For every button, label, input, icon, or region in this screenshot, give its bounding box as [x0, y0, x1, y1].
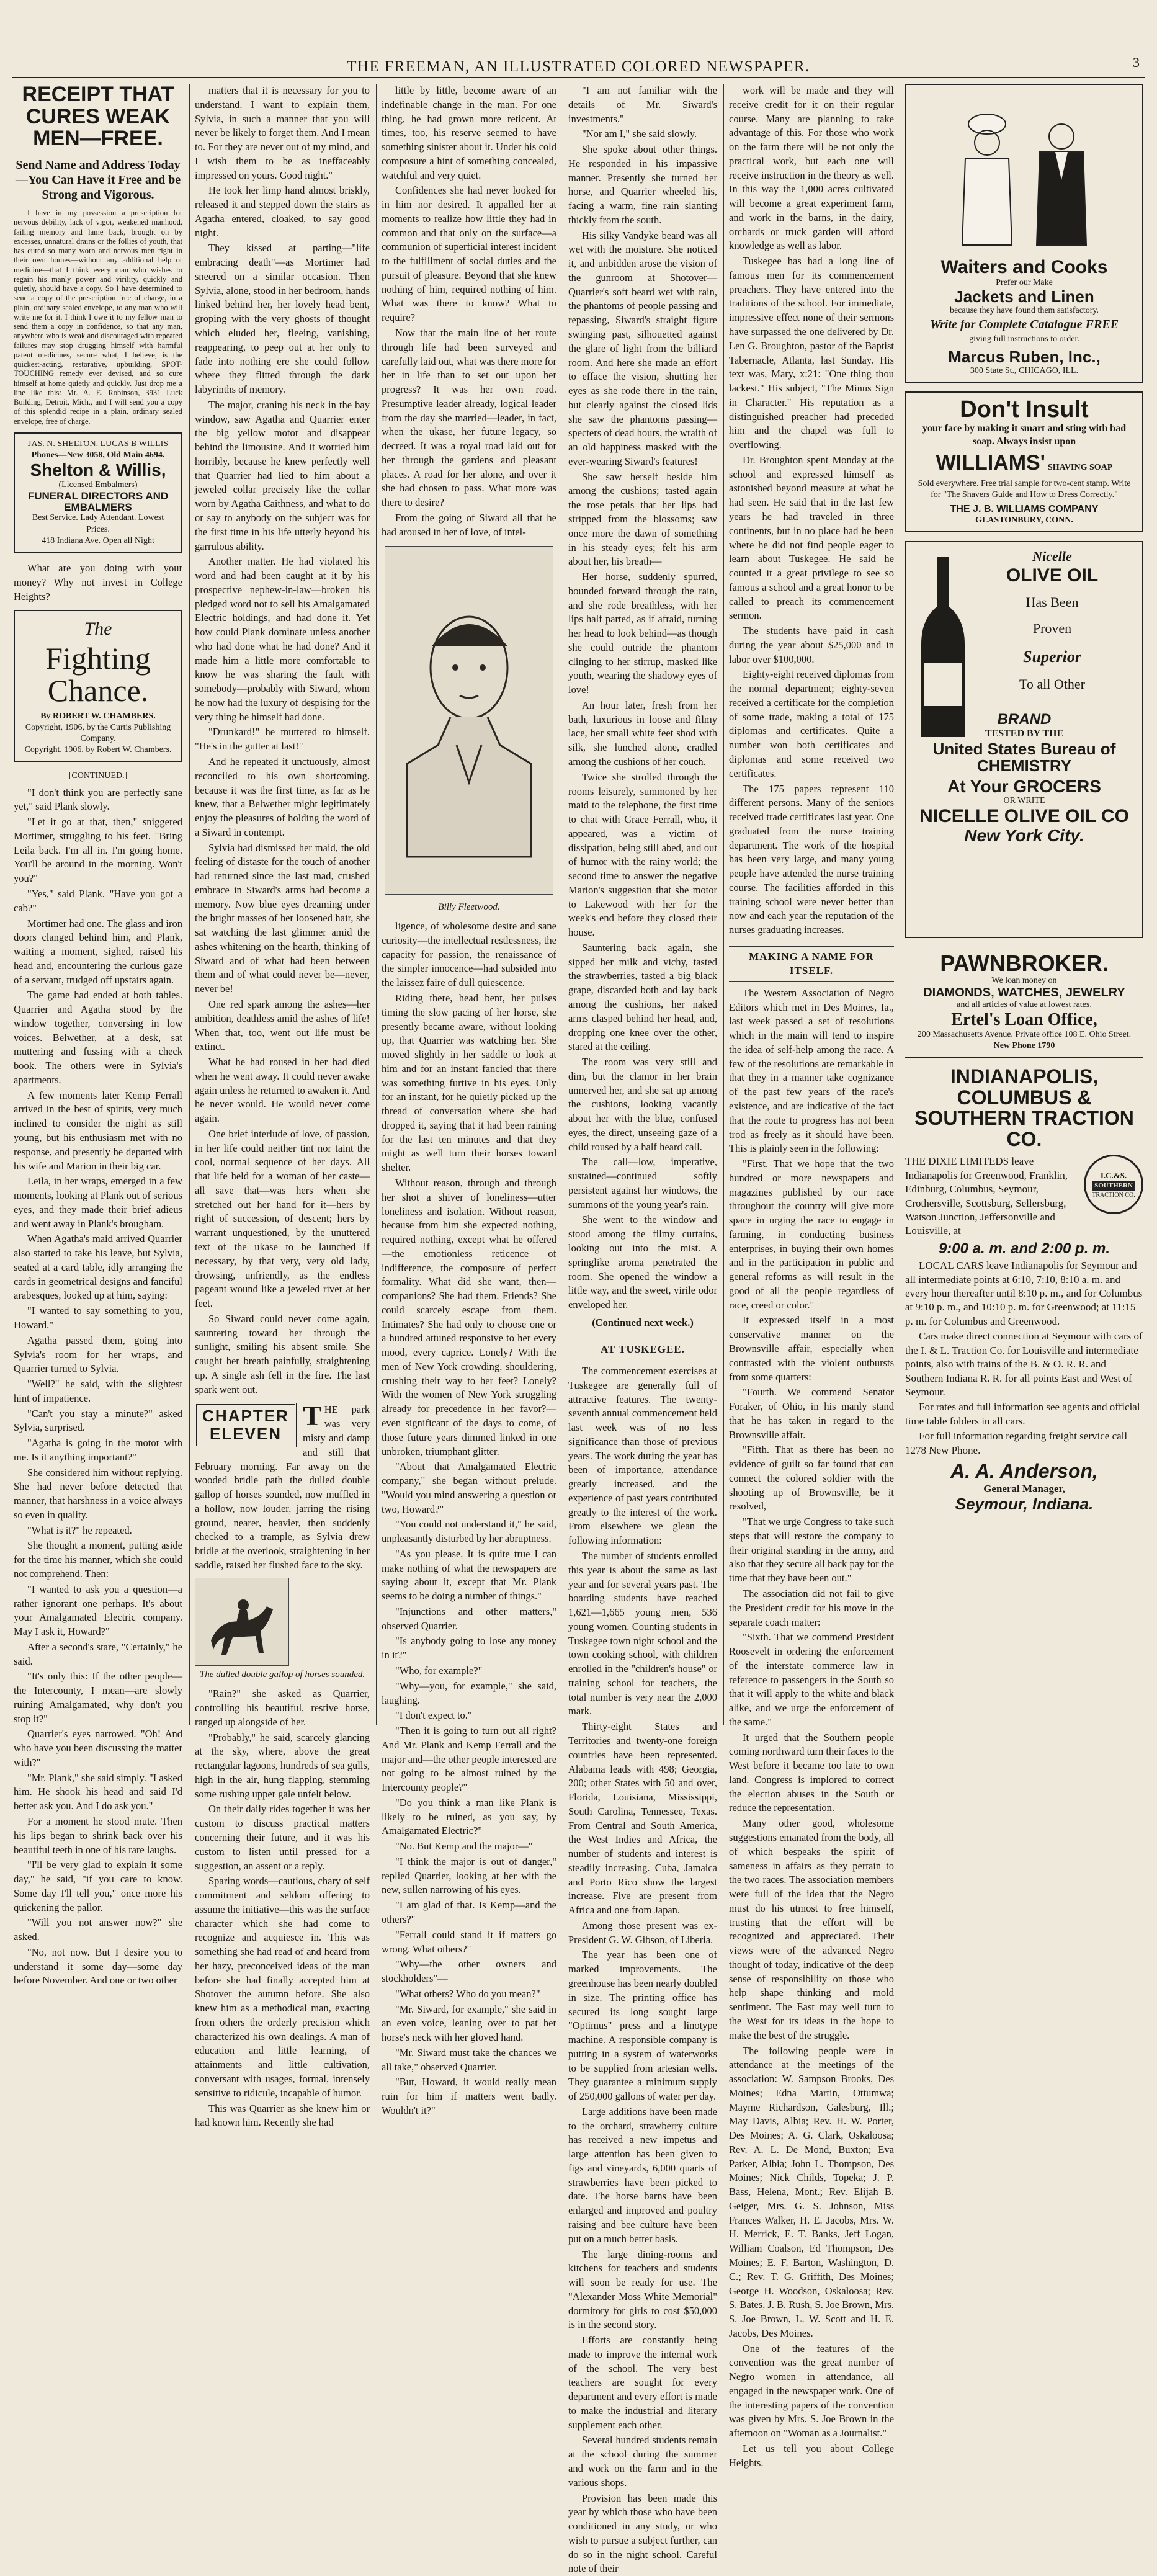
- article-paragraph: "Do you think a man like Plank is likely to be ruined, as you say, by Amalgamated Electric?": [382, 1796, 556, 1837]
- article-paragraph: Many other good, wholesome suggestions emanated from the body, all of which bespeaks the spirit of sameness in affairs as they pertain to the two races. The association members were full of the idea that the Negro must do his utmost to free himself, trusting that the effort will be recognized and appreciated. Their views were of the advanced Negro thought of today, indicative of the deep sense of responsibility on those who help shape thinking and mold sentiment. The East may well turn to the West for its ideas in the hope to make the best of the struggle.: [729, 1817, 894, 2041]
- article-paragraph: Without reason, through and through her shot a shiver of loneliness—utter loneliness and isolation. Without reason, because from him she expected nothing, required nothing, except what he offered—the emotionless reticence of indifference, the composure of perfect formality. What did she want, then—companions? She had them. Friends? She could scarcely escape from them. Intimates? She had only to choose one or a hundred attuned responsive to her every mood, every caprice. Lonely? With the men of New York crowding, shouldering, crushing their way to her feet? Lonely? With the women of New York struggling already for precedence in her favor?—even significant of the days to come, of those future years dimmed linked in one unbroken, triumphant glitter.: [382, 1176, 556, 1457]
- article-paragraph: "Rain?" she asked as Quarrier, controlling his beautiful, restive horse, ranged up alongside of her.: [195, 1688, 370, 1728]
- ad-ruben-line5: giving full instructions to order.: [969, 334, 1079, 344]
- ad-olive-brand: Nicelle: [1032, 548, 1072, 564]
- portrait-icon: [395, 559, 543, 882]
- ad-ruben-line1: Prefer our Make: [996, 277, 1053, 287]
- article-paragraph: "Can't you stay a minute?" asked Sylvia, surprised.: [14, 1407, 182, 1434]
- article-paragraph: "I am not familiar with the details of Mr. Siward's investments.": [568, 84, 717, 125]
- badge-top: I.C.&S.: [1100, 1170, 1127, 1180]
- ad-shelton-firm: Shelton & Willis,: [30, 460, 166, 480]
- article-paragraph: What he had roused in her had died when he went away. It could never awake again unless he returned to awaken it. And he never would. He would never come again.: [195, 1056, 370, 1125]
- serial-text: [195, 84, 370, 1397]
- portrait-illustration: [385, 546, 553, 895]
- ad-traction-city: Seymour, Indiana.: [955, 1495, 1094, 1514]
- article-paragraph: The call—low, imperative, sustained—continued softly persistent against her windows, the summons of the young year's rain.: [568, 1156, 717, 1210]
- ad-olive-product: OLIVE OIL: [1006, 565, 1099, 586]
- continued-next-week: (Continued next week.): [592, 1316, 694, 1328]
- article-paragraph: Sylvia had dismissed her maid, the old feeling of distaste for the touch of another had returned since the last mad, crushed embrace in Siward's arms had become a memory. Now blue eyes dreaming under the bright masses of her loosened hair, she sat watching the last glimmer amid the ashes whitening on the hearth, thinking of Siward and of what had been between them and of what could never be—never, never be!: [195, 841, 370, 995]
- article-paragraph: little by little, become aware of an indefinable change in the man. For one thing, he had grown more reticent. At times, too, his reserve seemed to have something sinister about it. Under his cold composure a hint of something concealed, watchful and very quiet.: [382, 84, 556, 181]
- article-paragraph: "Probably," he said, scarcely glancing at the sky, where, above the great rectangular lagoons, hundreds of sea gulls, high in the air, hung flapping, stemming some rushing upper gale unfelt below.: [195, 1731, 370, 1800]
- article-paragraph: On their daily rides together it was her custom to discuss practical matters concerning their future, and it was his custom to listen until pressed for a suggestion, an assent or a reply.: [195, 1803, 370, 1872]
- waiters-illustration: [913, 96, 1136, 251]
- ad-pawnbroker: [905, 947, 1143, 1058]
- ad-ruben-headline: Waiters and Cooks: [940, 257, 1108, 277]
- article-paragraph: Provision has been made this year by which those who have been conditioned in any study, or who wish to pursue a subject further, can do so in the night school. Careful note of their: [568, 2492, 717, 2575]
- figure-caption: The dulled double gallop of horses sounded.: [199, 1669, 365, 1679]
- article-paragraph: She considered him without replying. She had never before detected that manner, that harshness in a voice always so even in quality.: [14, 1466, 182, 1521]
- badge-bot: TRACTION CO.: [1092, 1191, 1135, 1199]
- article-paragraph: "First. That we hope that the two hundred or more newspapers and magazines published by our race throughout the country will give more space in urging the race to engage in farming, in conducting business enterprises, in buying their own homes and in the participation in public and general reforms as will result in the good of all the people regardless of race, creed or color.": [729, 1158, 894, 1311]
- article-paragraph: Efforts are constantly being made to improve the internal work of the school. The very best teachers are sought for every department and every effort is made to make the industrial and literary supplement each other.: [568, 2334, 717, 2431]
- article-paragraph: "I don't expect to.": [395, 1709, 472, 1722]
- ad-traction-title: General Manager,: [983, 1482, 1065, 1495]
- ad-olive-l8: At Your GROCERS: [947, 776, 1101, 796]
- article-paragraph: They kissed at parting—"life embracing death"—as Mortimer had sneered on a similar occasion. Then Sylvia, alone, stood in her bedroom, hands linked behind her, her lovely head bent, groping with the very ghosts of thought which eluded her, fleeing, vanishing, reappearing, to peep out at her only to fade into nothing ere she could follow where they flitted through the dark labyrinths of memory.: [195, 242, 370, 396]
- column-2: [195, 84, 370, 2129]
- article-paragraph: She saw herself beside him among the cushions; tasted again the rose petals that her lips had stripped from the blossoms; saw once more the dawn of something in his steady eyes; felt his arm about her, his breath—: [568, 470, 717, 568]
- article-paragraph: "You could not understand it," he said, unpleasantly disturbed by her abruptness.: [382, 1518, 556, 1545]
- ad-williams-firm: THE J. B. WILLIAMS COMPANY: [950, 503, 1099, 514]
- article-paragraph: work will be made and they will receive credit for it on their regular course. Many are planning to take advantage of this. For those who work on the farm there will be not only the practical work, but each one will receive instruction in the theory as well. In this way the 1,000 acres cultivated will become a great experiment farm, and work in the barns, in the dairy, orchards or truck garden will afford knowledge as well as labor.: [729, 84, 894, 252]
- article-paragraph: It urged that the Southern people coming northward turn their faces to the West before it became too late to own land. Congress is implored to correct the election abuses in the South or reduce the representation.: [729, 1731, 894, 1814]
- ad-olive-l3: Superior: [1023, 647, 1081, 666]
- article-paragraph: Large additions have been made to the orchard, strawberry culture has received a new impetus and large attention has been given to figs and vineyards, 6,000 quarts of strawberries have been picked to date. The horse barns have been enlarged and improved and poultry raising and bee culture have been put on a much better basis.: [568, 2105, 717, 2245]
- article-paragraph: "Let it go at that, then," sniggered Mortimer, struggling to his feet. "Bring Leila back. I'm all in. I'm going home. You'll be around in the morning. Won't you?": [14, 816, 182, 885]
- ad-olive-l7: United States Bureau of CHEMISTRY: [932, 740, 1116, 776]
- masthead: [12, 43, 1145, 78]
- horse-riders-illustration: [195, 1578, 289, 1666]
- ad-shelton-willis: [14, 432, 182, 553]
- ad-shelton-licensed: (Licensed Embalmers): [58, 480, 138, 490]
- ad-pawn-headline: PAWNBROKER.: [940, 950, 1109, 976]
- article-paragraph: Riding there, head bent, her pulses timing the slow pacing of her horse, she presently became aware, without looking up, that Quarrier was watching her. She moved slightly in her saddle to look at him and for an instant fancied that there was something furtive in his eyes. Only for an instant, for he quietly picked up the thread of conversation where she had dropped it, saying that it had been raining for the last ten minutes and that they might as well turn their horses toward shelter.: [382, 992, 556, 1174]
- article-paragraph: "Fourth. We commend Senator Foraker, of Ohio, in his manly stand that he has taken in regard to the Brownsville affair.: [729, 1386, 894, 1441]
- article-paragraph: She spoke about other things. He responded in his impassive manner. Presently she turned her horse, and Quarrier wheeled his, facing a warm, fine rain slanting thickly from the south.: [568, 143, 717, 226]
- article-paragraph: "I wanted to say something to you, Howard.": [14, 1305, 182, 1331]
- portrait-caption: Billy Fleetwood.: [438, 901, 500, 912]
- traction-logo-badge: [1084, 1155, 1143, 1214]
- article-paragraph: One of the features of the convention was the great number of Negro women in attendance, all engaged in the newspaper work. One of the interesting papers of the convention was given by Mrs. S. Joe Brown in the afternoon on "Woman as a Journalist.": [729, 2342, 894, 2440]
- ad-nicelle-olive-oil: [905, 541, 1143, 938]
- article-paragraph: "About that Amalgamated Electric company," she began without prelude. "Would you mind answering a question or two, Howard?": [382, 1460, 556, 1515]
- article-paragraph: The Western Association of Negro Editors which met in Des Moines, Ia., last week passed a set of resolutions which in the main will tend to inspire the idea of self-help among the race. A few of the resolutions are remarkable in that they in a manner take cognizance of the past few years of the race's existence, and are indicative of the fact that the route to progress has not been trod as freely as it should have been. This is plainly seen in the following:: [729, 986, 894, 1155]
- article-paragraph: "I am glad of that. Is Kemp—and the others?": [382, 1899, 556, 1926]
- article-paragraph: "Agatha is going in the motor with me. Is it anything important?": [14, 1437, 182, 1463]
- editors-article: [729, 986, 894, 2471]
- article-paragraph: So Siward could never come again, sauntering toward her through the sunlight, smiling his absent smile. She caught her breath painfully, straightening up. A single ash fell in the fire. The last spark went out.: [195, 1312, 370, 1395]
- ad-traction-p3: Cars make direct connection at Seymour with cars of the I. & L. Traction Co. for Louisville and intermediate points, also with trains of the B. & O. R. R. and Southern Indiana R. R. for all points East and West of Seymour.: [905, 1330, 1143, 1398]
- ad-olive-l2: Proven: [1032, 620, 1072, 637]
- article-paragraph: The year has been one of marked improvements. The greenhouse has been nearly doubled in size. The printing office has secured its long sought large "Optimus" press and a linotype machine. A responsible company is putting in a system of waterworks to be supplied from artesian wells. They guarantee a minimum supply of 250,000 gallons of water per day.: [568, 1949, 717, 2103]
- article-paragraph: His silky Vandyke beard was all wet with the moisture. She noticed it, and unbidden arose the vision of the gunroom at Shotover—Quarrier's soft beard wet with rain, the phantoms of people passing and repassing, Siward's straight figure swinging past, silhouetted against the glare of light from the billiard room. And here she made an effort to efface the vision, shutting her eyes as she rode there in the rain, but clearly against the closed lids she saw the phantoms passing—specters of dead hours, the wraith of an old happiness masked with the ever-wearing Siward's features!: [568, 229, 717, 467]
- article-paragraph: It expressed itself in a most conservative manner on the Brownsville affair, especially when contrasted with the violent outbursts from some quarters:: [729, 1314, 894, 1383]
- article-paragraph: Now that the main line of her route through life had been surveyed and carefully laid out, what was there more for her in life than to set out upon her progress? It was her own road. Presumptive leader already, logical leader from the day she married—leader, in fact, when the ukase, her future legacy, so decreed. It was a royal road laid out for her through the gardens and pleasant places. A road for her alone, and over it she had chosen to pass. What more was there to desire?: [382, 327, 556, 509]
- article-paragraph: "It's only this: If the other people—the Intercounty, I mean—are slowly ruining Amalgamated, why don't you stop it?": [14, 1670, 182, 1725]
- ad-traction-p5: For full information regarding freight service call 1278 New Phone.: [905, 1430, 1128, 1456]
- ad-traction-p2: LOCAL CARS leave Indianapolis for Seymour and all intermediate points at 6:10, 7:10, 8:10 a. m. and every hour thereafter until 8:10 p. m., and for Columbus at 9:10 p. m., and 10:10 p. m. for Greenwood; at 11:15 p. m. for Columbus and Greenwood.: [905, 1259, 1143, 1327]
- drop-cap: T: [303, 1400, 322, 1432]
- column-3: [382, 84, 556, 2116]
- ad-receipt-headline: RECEIPT THAT CURES WEAK MEN—FREE.: [22, 83, 174, 151]
- article-paragraph: "I don't think you are perfectly sane yet," said Plank slowly.: [14, 786, 182, 813]
- badge-mid: SOUTHERN: [1092, 1181, 1135, 1191]
- article-paragraph: This was Quarrier as she knew him or had known him. Recently she had: [195, 2102, 370, 2129]
- article-paragraph: One brief interlude of love, of passion, in her life could neither tint nor taint the cool, normal sequence of her days. All that life held for a woman of her caste—all save that—was hers when she stretched out her hand for it—hers by right of succession, of descent; hers by warrant unquestioned, by the unuttered text of the ukase to be launched if necessary, by that very, very old lady, drowsing, unfriendly, as the endless pageant wound like a jeweled river at her feet.: [195, 1127, 370, 1310]
- article-paragraph: "I'll be very glad to explain it some day," he said, "if you care to know. Some day I'll tell you," once more his quickening the pallor.: [14, 1859, 182, 1913]
- article-paragraph: "What others? Who do you mean?": [395, 1987, 540, 2000]
- article-paragraph: "Well?" he said, with the slightest hint of impatience.: [14, 1378, 182, 1404]
- ad-williams-line2: Sold everywhere. Free trial sample for two-cent stamp. Write for "The Shavers Guide and How to Dress Correctly.": [918, 478, 1131, 499]
- article-paragraph: "No. But Kemp and the major—": [395, 1840, 533, 1853]
- continued-label: [CONTINUED.]: [68, 771, 128, 781]
- making-a-name-heading: MAKING A NAME FOR ITSELF.: [729, 946, 894, 982]
- ad-traction-co: [905, 1067, 1143, 1513]
- column-rule: [723, 84, 724, 1725]
- article-paragraph: "As you please. It is quite true I can make nothing of what the newspapers are saying about it, except that Mr. Plank seems to be doing a number of things.": [382, 1547, 556, 1603]
- article-paragraph: "Nor am I," she said slowly.: [582, 128, 697, 140]
- article-paragraph: The major, craning his neck in the bay window, saw Agatha and Quarrier enter the big yellow motor and disappear behind the limousine. And it worried him horribly, because he knew perfectly well that Quarrier had lied to him about a jeweled collar precisely like the collar worn by Agatha Caithness, and what to do or say to anybody on the subject was for the first time in his life utterly beyond his garrulous ability.: [195, 398, 370, 552]
- serial-text-continued: [195, 1687, 370, 2130]
- article-paragraph: Mortimer had one. The glass and iron doors clanged behind him, and Plank, waiting a moment, sighed, raised his head and, encountering the curious gaze of a servant, trudged off upstairs again.: [14, 917, 182, 986]
- ad-olive-firm: NICELLE OLIVE OIL CO: [919, 806, 1129, 827]
- article-paragraph: He took her limp hand almost briskly, released it and stepped down the stairs as Agatha entered, cloaked, to say good night.: [195, 184, 370, 239]
- article-paragraph: The commencement exercises at Tuskegee are generally full of attractive features. The twenty-seventh annual commencement held last week was of no less significance than those of previous years. The work during the year has been of importance, attendance greatly increased, and the experience of past years contributed greatly to the interest of the work. From elsewhere we glean the following information:: [568, 1365, 717, 1547]
- article-paragraph: "No, not now. But I desire you to understand it some day—some day before November. And one or two other: [14, 1946, 182, 1987]
- ad-olive-l9: OR WRITE: [1003, 796, 1045, 806]
- ad-ruben-line4: Write for Complete Catalogue FREE: [929, 318, 1119, 332]
- article-paragraph: "Why—you, for example," she said, laughing.: [382, 1679, 556, 1706]
- article-paragraph: Agatha passed them, going into Sylvia's room for her wraps, and Quarrier turned to Sylvia.: [14, 1334, 182, 1375]
- article-paragraph: The 175 papers represent 110 different persons. Many of the seniors received trade certificates last year. One graduated from the nurse training department. The work of the hospital has been very large, and many young people have attended the nurse training course. The facilities afforded in this training school were never better than now and each year the reputation of the nurses graduating increases.: [729, 782, 894, 936]
- ad-pawn-address: 200 Massachusetts Avenue. Private office 108 E. Ohio Street.: [917, 1029, 1132, 1039]
- ad-williams-soap: [905, 391, 1143, 532]
- article-paragraph: The game had ended at both tables. Quarrier and Agatha stood by the window together, conversing in low voices. Belwether, at a desk, sat muttering and fussing with a check book. The others were in Sylvia's apartments.: [14, 989, 182, 1086]
- tuskegee-article: [568, 1364, 717, 2576]
- article-paragraph: When Agatha's maid arrived Quarrier also started to take his leave, but Sylvia, seated at a card table, idly arranging the cards in geometrical designs and fanciful arabesques, looked up at him, saying:: [14, 1233, 182, 1302]
- article-paragraph: Twice she strolled through the rooms leisurely, summoned by her maid to the telephone, the first time to chat with Grace Ferrall, who, it appeared, was a victim of dissipation, being still abed, and out of humor with the rainy world; the second time to answer the negative Marion's suggestion that she motor to Lakewood with her for the week's end before they closed their house.: [568, 771, 717, 939]
- ad-pawn-l3: and all articles of value at lowest rates.: [957, 1000, 1092, 1009]
- ad-traction-manager: A. A. Anderson,: [950, 1460, 1098, 1483]
- serial-text-continued: [382, 919, 556, 2118]
- ad-marcus-ruben: [905, 84, 1143, 383]
- article-paragraph: "Drunkard!" he muttered to himself. "He's in the gutter at last!": [195, 726, 370, 753]
- article-paragraph: The association did not fail to give the President credit for his move in the separate coach matter:: [729, 1588, 894, 1628]
- newspaper-title: THE FREEMAN, AN ILLUSTRATED COLORED NEWSPAPER.: [347, 58, 810, 75]
- article-paragraph: "That we urge Congress to take such steps that will restore the company to their original standing in the army, and also that they secure all back pay for the time that they have been out.": [729, 1516, 894, 1585]
- ad-shelton-phones: Phones—New 3058, Old Main 4694.: [31, 450, 165, 460]
- article-paragraph: matters that it is necessary for you to understand. I want to explain them, Sylvia, in such a manner that you will never be likely to forget them. And I mean to. For they are never out of my mind, and I wish them to be as ineffaceably impressed on yours. Good night.": [195, 84, 370, 181]
- serial-copyright-1: Copyright, 1906, by the Curtis Publishing Company.: [25, 722, 171, 744]
- ad-pawn-l1: We loan money on: [991, 975, 1057, 985]
- article-paragraph: ligence, of wholesome desire and sane curiosity—the intellectual restlessness, the capacity for passion, the renaissance of the simpler innocence—had subsided into the laissez faire of dull quiescence.: [382, 920, 556, 989]
- olive-oil-bottle-icon: [915, 557, 971, 743]
- article-paragraph: The following people were in attendance at the meetings of the association: W. Sampson Brooks, Des Moines; Edna Martin, Ottumwa; Mayme Richardson, Galesburg, Ill.; May Davis, Albia; Rev. H. W. Porter, Des Moines; A. G. Clark, Oskaloosa; Rev. A. L. De Mond, Buxton; Eva Parker, Albia; John L. Thompson, Des Moines; Nick Childs, Topeka; J. P. Bass, Helena, Mont.; Rev. Elijah B. Geiger, Mrs. G. S. Johnson, Miss Frances Walker, H. E. Jacobs, Mrs. W. H. Merrick, E. T. Banks, Jeff Logan, William Coalson, Ed Thompson, Des Moines; E. F. Barton, Washington, D. C.; Rev. T. G. Griffith, Des Moines; George H. Woodson, Oskaloosa; Rev. S. Bates, J. B. Rush, S. Joe Brown, Mrs. S. Joe Brown, L. W. Scott and H. E. Jacobs, Des Moines.: [729, 2044, 894, 2339]
- serial-title: Fighting Chance.: [45, 640, 151, 709]
- article-paragraph: An hour later, fresh from her bath, luxurious in loose and filmy lace, her small white feet shod with silk, she lunched alone, cradled among the cushions of her couch.: [568, 699, 717, 767]
- article-paragraph: "Who, for example?": [395, 1665, 483, 1676]
- ad-ruben-firm: Marcus Ruben, Inc.,: [948, 347, 1101, 366]
- article-paragraph: And he repeated it unctuously, almost reconciled to his own shortcoming, because it was the first time, as far as he knew, that a Belwether might legitimately enjoy the pleasures of holding the word of a Siward in contempt.: [195, 755, 370, 838]
- page-number: 3: [1133, 55, 1140, 70]
- article-paragraph: Several hundred students remain at the school during the summer and work on the farm and in the various shops.: [568, 2434, 717, 2489]
- ad-receipt-body: I have in my possession a prescription for nervous debility, lack of vigor, weakened manhood, failing memory and lame back, brought on by excesses, unnatural drains or the follies of youth, that has cured so many worn and nervous men right in their own homes—without any additional help or medicine—that I think every man who wishes to regain his manly power and virility, quickly and quietly, should have a copy. So I have determined to send a copy of the prescription free of charge, in a plain, ordinary sealed envelope, to any man who will write me for it. I think I owe it to my fellow man to send them a copy in confidence, so that any man, anywhere who is weak and discouraged with repeated failures may stop drugging himself with harmful patent medicines, secure what, I believe, is the quickest-acting, restorative, upbuilding, SPOT-TOUCHING remedy ever devised, and so cure himself at home quietly and quickly. Just drop me a line like this: Mr. A. E. Robinson, 3931 Luck Building, Detroit, Mich., and I will send you a copy of this splendid recipe in a plain, ordinary sealed envelope, free of charge.: [14, 208, 182, 426]
- ad-ruben-address: 300 State St., CHICAGO, ILL.: [970, 366, 1079, 376]
- column-1: [14, 83, 182, 1987]
- chapter-opening: HE park was very misty and damp and still that February morning. Far away on the wooded bridle path the dulled double gallop of horses sounded, now muffled in a hollow, now louder, jarring the rising ground, nearer, heavier, then suddenly checked to a trample, as Sylvia drew bridle at the overlook, straightening in her saddle, raised her flushed face to the sky.: [195, 1403, 370, 1571]
- ad-shelton-names: JAS. N. SHELTON. LUCAS B WILLIS: [27, 439, 169, 449]
- article-paragraph: After a second's stare, "Certainly," he said.: [14, 1640, 182, 1667]
- article-paragraph: "Yes," said Plank. "Have you got a cab?": [14, 888, 182, 914]
- ad-traction-headline: INDIANAPOLIS, COLUMBUS & SOUTHERN TRACTION CO.: [914, 1065, 1134, 1150]
- serial-title-small: The: [84, 619, 112, 640]
- article-paragraph: She went to the window and stood among the filmy curtains, looking out into the mist. A springlike aroma penetrated the room. She opened the window a little way, and the sweet, virile odor enveloped her.: [568, 1214, 717, 1311]
- ad-receipt-subhead: Send Name and Address Today—You Can Have it Free and be Strong and Vigorous.: [15, 158, 181, 202]
- ad-shelton-line1: FUNERAL DIRECTORS AND EMBALMERS: [27, 490, 169, 513]
- article-paragraph: "But, Howard, it would really mean ruin for him if matters went badly. Wouldn't it?": [382, 2076, 556, 2116]
- article-paragraph: Dr. Broughton spent Monday at the school and expressed himself as astonished beyond measure at what he had seen. He said that in the last few years he had traveled in three continents, but in no place had he been where he did not find people eager to learn about Tuskegee. He said he counted it a great privilege to see so famous a school and a great honor to be called to preach its commencement sermon.: [729, 454, 894, 622]
- article-paragraph: The students have paid in cash during the year about $25,000 and in labor over $100,000.: [729, 625, 894, 665]
- article-paragraph: Her horse, suddenly spurred, bounded forward through the rain, and she rode breathless, with her lips half parted, as if afraid, turning her head to look behind—as though she could outride the phantom clinging to her stirrup, masked like youth, wearing the shadowy eyes of love!: [568, 571, 717, 696]
- tuskegee-heading: AT TUSKEGEE.: [568, 1339, 717, 1359]
- article-paragraph: From the going of Siward all that he had aroused in her of love, of intel-: [382, 511, 556, 538]
- serial-text: [14, 786, 182, 1988]
- article-paragraph: A few moments later Kemp Ferrall arrived in the best of spirits, very much inclined to consider the night as still young, but his enthusiasm met with no response, and presently he departed with his wife and Marion in their big car.: [14, 1089, 182, 1172]
- article-paragraph: "Is anybody going to lose any money in it?": [382, 1635, 556, 1661]
- serial-title-box: [14, 610, 182, 762]
- ad-pawn-firm: Ertel's Loan Office,: [951, 1010, 1097, 1030]
- article-paragraph: Tuskegee has had a long line of famous men for its commencement preachers. They have entered into the traditions of the school. For immediate, impressive effect none of their sermons have surpassed the one delivered by Dr. Len G. Broughton, pastor of the Baptist Tabernacle, Atlanta, last Sunday. His text was, Mary, x:21: "One thing thou lackest." His subject, "The Minus Sign in Character." His reputation as a distinguished preacher had preceded him and the chapel was full to overflowing.: [729, 255, 894, 451]
- column-6: [905, 84, 1143, 1725]
- article-paragraph: The number of students enrolled this year is about the same as last year and for several years past. The boarding students have reached 1,621—1,665 young men, 536 young women. Counting students in Tuskegee town night school and the town cooking school, with children enrolled in the "children's house" or training school for teachers, the total number is very near the 2,000 mark.: [568, 1550, 717, 1717]
- article-paragraph: "I think the major is out of danger," replied Quarrier, looking at her with the new, sullen narrowing of his eyes.: [382, 1855, 556, 1896]
- article-paragraph: "What is it?" he repeated.: [27, 1524, 132, 1536]
- article-paragraph: Quarrier's eyes narrowed. "Oh! And who have you been discussing the matter with?": [14, 1728, 182, 1768]
- serial-copyright-2: Copyright, 1906, by Robert W. Chambers.: [24, 745, 172, 755]
- column-4: [568, 84, 717, 2575]
- ad-olive-city: New York City.: [964, 825, 1084, 845]
- ad-traction-p4: For rates and full information see agents and official time table folders in all cars.: [905, 1401, 1140, 1427]
- article-paragraph: "Will you not answer now?" she asked.: [14, 1916, 182, 1943]
- ad-olive-l1: Has Been: [1025, 594, 1079, 610]
- ad-shelton-line3: 418 Indiana Ave. Open all Night: [42, 535, 154, 545]
- ad-receipt: [14, 84, 182, 426]
- ad-williams-headline: Don't Insult: [960, 396, 1089, 423]
- tuskegee-article-continued: [729, 84, 894, 937]
- ad-williams-tag: SHAVING SOAP: [1047, 462, 1113, 472]
- article-paragraph: "I wanted to ask you a question—a rather ignorant one perhaps. It's about your Amalgamated Electric company. May I ask it, Howard?": [14, 1583, 182, 1638]
- article-paragraph: Another matter. He had violated his word and had been caught at it by his prospective nephew-in-law—broken his pledged word not to sell his Amalgamated Electric holdings, and had done it. Yet how could Plank dominate unless another who had done what he had done? And it made him a little more comfortable to know he was sharing the fault with somebody—probably with Siward, whom he now had the luxury of despising for the very thing he himself had done.: [195, 555, 370, 723]
- article-paragraph: "Ferrall could stand it if matters go wrong. What others?": [382, 1928, 556, 1955]
- article-paragraph: The room was very still and dim, but the clamor in her brain unnerved her, and she sat up among the cushions, looking vacantly about her with the blue, confused eyes, the direct, unseeing gaze of a child roused by a half heard call.: [568, 1056, 717, 1153]
- article-paragraph: "Mr. Siward must take the chances we all take," observed Quarrier.: [382, 2046, 556, 2073]
- ad-williams-brand: WILLIAMS': [936, 450, 1045, 475]
- ad-williams-city: GLASTONBURY, CONN.: [975, 515, 1073, 525]
- ad-pawn-l2: DIAMONDS, WATCHES, JEWELRY: [923, 985, 1125, 1000]
- article-paragraph: "Then it is going to turn out all right? And Mr. Plank and Kemp Ferrall and the major and—the other people interested are not going to be almost ruined by the Intercounty people?": [382, 1725, 556, 1794]
- ad-ruben-line3: because they have found them satisfactory.: [949, 305, 1099, 315]
- ad-traction-p1: THE DIXIE LIMITEDS leave Indianapolis for Greenwood, Franklin, Edinburg, Columbus, Seymour, Crothersville, Scottsburg, Sellersburg, Watson Junction, Jeffersonville and Louisville, at: [905, 1155, 1068, 1237]
- article-paragraph: Confidences she had never looked for in him nor desired. It appalled her at moments to realize how little they had in common and that only on the surface—a communion of superficial interest incident to the fulfillment of social duties and the pursuit of pleasure. Beyond that she knew nothing of him, required nothing of him. What was there to know? What to require?: [382, 184, 556, 324]
- article-paragraph: "Injunctions and other matters," observed Quarrier.: [382, 1605, 556, 1632]
- ad-pawn-phone: New Phone 1790: [993, 1040, 1055, 1050]
- article-paragraph: Sparing words—cautious, chary of self commitment and seldom offering to assume the initiative—this was the surface character which she had come to recognize and acquiesce in. This was something she had read of and heard from her hazy, preconceived ideas of the man before she had finally accepted him at Shotover the autumn before. She also knew him as a methodical man, exacting from others the orderly precision which characterized his own dealings. A man of education and little learning, of attainments and little cultivation, conversant with usages, formal, intensely sensitive to ridicule, incapable of humor.: [195, 1875, 370, 2099]
- article-paragraph: For a moment he stood mute. Then his lips began to shrink back over his beautiful teeth in one of his rare laughs.: [14, 1815, 182, 1856]
- ad-ruben-line2: Jackets and Linen: [954, 287, 1094, 306]
- article-paragraph: One red spark among the ashes—her ambition, deathless amid the ashes of life! When that, too, went out life must be extinct.: [195, 998, 370, 1053]
- article-paragraph: Eighty-eight received diplomas from the normal department; eighty-seven received a certificate for the completion of some trade, making a total of 175 diplomas and certificates. Quite a number won both certificates and diplomas and some received two certificates.: [729, 668, 894, 779]
- ad-olive-l6: TESTED BY THE: [985, 728, 1064, 739]
- ad-traction-times: 9:00 a. m. and 2:00 p. m.: [938, 1240, 1110, 1257]
- chapter-heading: CHAPTER ELEVEN: [195, 1403, 297, 1447]
- serial-author: By ROBERT W. CHAMBERS.: [40, 711, 156, 721]
- article-paragraph: The large dining-rooms and kitchens for teachers and students will soon be ready for use. The "Alexander Moss White Memorial" dormitory for girls to cost $50,000 is in the second story.: [568, 2248, 717, 2331]
- ad-olive-l4: To all Other: [1019, 676, 1085, 692]
- article-paragraph: "Mr. Plank," she said simply. "I asked him. He shook his head and said I'd better ask you. And I do ask you.": [14, 1771, 182, 1812]
- article-paragraph: "Sixth. That we commend President Roosevelt in ordering the enforcement of the interstate commerce law in reference to passengers in the South so that it will apply to the white and black alike, and we urge the enforcement of the same.": [729, 1631, 894, 1728]
- article-paragraph: She thought a moment, putting aside for the time his manner, which she could not comprehend. Then:: [14, 1539, 182, 1580]
- serial-text: [568, 84, 717, 1312]
- waiter-figures-icon: [931, 99, 1117, 248]
- article-paragraph: "Fifth. That as there has been no evidence of guilt so far found that can connect the colored soldier with the shooting up of Brownsville, be it resolved,: [729, 1444, 894, 1513]
- serial-text: [382, 84, 556, 540]
- horse-icon: [199, 1581, 285, 1662]
- article-paragraph: "Mr. Siward, for example," she said in an even voice, leaning over to pat her horse's neck with her gloved hand.: [382, 2003, 556, 2044]
- column-rule: [376, 84, 377, 1725]
- article-paragraph: Among those present was ex-President G. W. Gibson, of Liberia.: [568, 1919, 717, 1946]
- article-paragraph: Sauntering back again, she sipped her milk and vichy, tasted the strawberries, tasted a big black grape, discarded both and lay back among the cushions, her naked arms clasped behind her head, and, dropping one knee over the other, stared at the ceiling.: [568, 941, 717, 1053]
- column-rule: [189, 84, 190, 1725]
- article-paragraph: Let us tell you about College Heights.: [729, 2442, 894, 2469]
- article-paragraph: "Why—the other owners and stockholders"—: [382, 1958, 556, 1985]
- article-paragraph: Leila, in her wraps, emerged in a few moments, looking at Plank out of serious eyes, and they made their brief adieus and went away in Plank's brougham.: [14, 1175, 182, 1230]
- college-heights-promo: What are you doing with your money? Why not invest in College Heights?: [14, 562, 182, 602]
- column-5: [729, 84, 894, 2469]
- chapter-eleven: [195, 1400, 370, 1572]
- article-paragraph: Thirty-eight States and Territories and twenty-one foreign countries have been represented. Alabama leads with 498; Georgia, 200; other States with 50 and over, Florida, Louisiana, Mississippi, South Carolina, Tennessee, Texas. From Central and South America, the West Indies and Africa, the number of students and interest is steadily increasing. Cuba, Jamaica and Porto Rico show the largest increase. Five are present from Africa and one from Japan.: [568, 1720, 717, 1916]
- ad-shelton-line2: Best Service. Lady Attendant. Lowest Prices.: [32, 513, 164, 534]
- ad-olive-l5: BRAND: [997, 710, 1052, 728]
- ad-williams-line1: your face by making it smart and sting with bad soap. Always insist upon: [922, 423, 1127, 447]
